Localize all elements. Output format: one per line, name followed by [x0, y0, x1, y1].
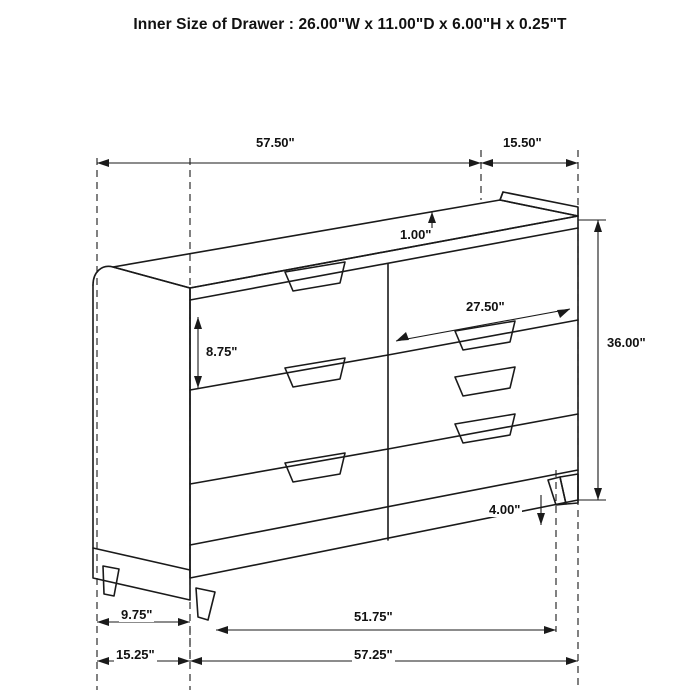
case-front-face [190, 216, 578, 578]
page-title: Inner Size of Drawer : 26.00"W x 11.00"D x 6.00"H x 0.25"T [133, 16, 567, 33]
label-top-width: 57.50" [256, 135, 295, 150]
label-top-gap: 1.00" [400, 227, 432, 242]
drawer-handle-right-top [455, 321, 515, 350]
label-base-front-width: 51.75" [354, 609, 393, 624]
label-base-left-depth: 15.25" [116, 647, 155, 662]
label-drawer-height-left: 8.75" [206, 344, 238, 359]
label-side-depth-bottom: 9.75" [121, 607, 153, 622]
leg-front-right-near [196, 588, 215, 620]
top-gap-line [190, 228, 578, 300]
drawer-handle-left-bottom [285, 453, 345, 482]
label-top-right-depth: 15.50" [503, 135, 542, 150]
label-drawer-width-right: 27.50" [466, 299, 505, 314]
drawer-sep-left-2 [190, 449, 388, 484]
label-total-height: 36.00" [607, 335, 646, 350]
drawer-handle-right-bottom [455, 414, 515, 443]
extension-lines [97, 150, 578, 690]
leg-rear-right-side [548, 477, 566, 505]
label-leg-height: 4.00" [489, 502, 521, 517]
dimension-arrowheads [97, 159, 602, 665]
top-rail-left-edge [500, 192, 503, 200]
left-side-panel [93, 285, 190, 600]
case-top-surface [113, 200, 578, 288]
drawer-sep-left-1 [190, 355, 388, 390]
drawer-handle-left-middle [285, 358, 345, 387]
drawer-handle-right-middle [455, 367, 515, 396]
top-back-rail [500, 192, 578, 216]
label-base-total-width: 57.25" [354, 647, 393, 662]
